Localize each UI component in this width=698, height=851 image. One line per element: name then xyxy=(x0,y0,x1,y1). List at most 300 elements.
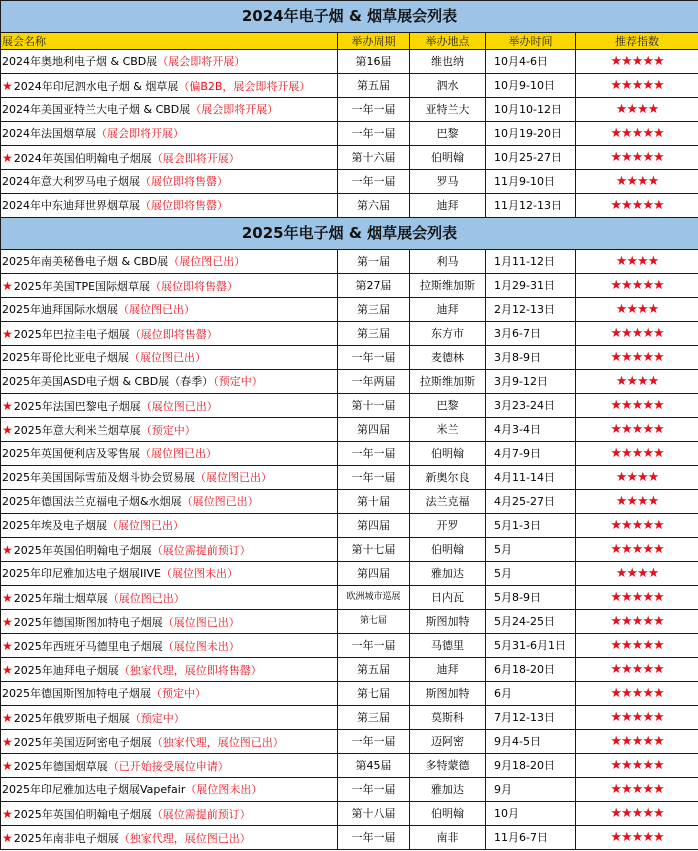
star-marker-icon: ★ xyxy=(2,830,13,845)
location-cell: 维也纳 xyxy=(410,50,486,74)
star-icon: ★ xyxy=(631,542,643,557)
star-icon: ★ xyxy=(621,806,632,821)
table-row xyxy=(1,682,698,706)
session-cell: 第一届 xyxy=(338,250,410,274)
star-icon: ★ xyxy=(610,278,622,293)
star-icon: ★ xyxy=(621,198,632,213)
exhibition-status-note: （展位图已出） xyxy=(162,615,240,629)
star-icon: ★ xyxy=(621,638,632,653)
table-row xyxy=(1,274,698,298)
table-row xyxy=(1,610,698,634)
star-icon: ★ xyxy=(626,174,638,189)
location-cell: 拉斯维加斯 xyxy=(410,274,486,298)
star-icon: ★ xyxy=(621,830,632,845)
star-icon: ★ xyxy=(653,590,664,605)
exhibition-name-cell xyxy=(1,610,338,634)
star-icon: ★ xyxy=(610,446,622,461)
star-marker-icon: ★ xyxy=(2,542,13,557)
star-icon: ★ xyxy=(653,686,664,701)
star-icon: ★ xyxy=(610,710,622,725)
table-row xyxy=(1,490,698,514)
table-row xyxy=(1,466,698,490)
star-icon: ★ xyxy=(610,662,622,677)
exhibition-status-note: （展位需提前预订） xyxy=(151,807,251,821)
location-cell: 拉斯维加斯 xyxy=(410,370,486,394)
session-cell: 第十八届 xyxy=(338,802,410,826)
exhibition-name-cell xyxy=(1,442,338,466)
star-icon: ★ xyxy=(626,302,638,317)
rating-cell xyxy=(576,514,698,538)
star-icon: ★ xyxy=(642,350,653,365)
session-cell: 一年一届 xyxy=(338,122,410,146)
star-icon: ★ xyxy=(615,470,627,485)
star-icon: ★ xyxy=(637,102,648,117)
session-cell: 一年一届 xyxy=(338,346,410,370)
star-icon: ★ xyxy=(621,126,632,141)
star-marker-icon: ★ xyxy=(2,78,13,93)
time-cell: 11月12-13日 xyxy=(486,194,576,218)
star-icon: ★ xyxy=(631,78,643,93)
rating-cell xyxy=(576,682,698,706)
exhibition-name: 2025年西班牙马德里电子烟展 xyxy=(13,639,163,653)
star-icon: ★ xyxy=(642,542,653,557)
star-icon: ★ xyxy=(621,590,632,605)
star-marker-icon: ★ xyxy=(2,734,13,749)
star-icon: ★ xyxy=(631,830,643,845)
exhibition-name-cell xyxy=(1,274,338,298)
column-header-row xyxy=(1,33,698,50)
rating-cell xyxy=(576,466,698,490)
star-icon: ★ xyxy=(642,422,653,437)
time-cell: 5月1-3日 xyxy=(486,514,576,538)
exhibition-name: 2025年迪拜国际水烟展 xyxy=(2,303,118,316)
exhibition-name: 2025年俄罗斯电子烟展 xyxy=(13,711,130,725)
location-cell: 罗马 xyxy=(410,170,486,194)
exhibition-status-note: （展位图已出） xyxy=(107,519,184,532)
exhibition-name-cell xyxy=(1,682,338,706)
exhibition-status-note: （预定中） xyxy=(213,375,263,388)
time-cell: 3月6-7日 xyxy=(486,322,576,346)
star-icon: ★ xyxy=(647,470,659,485)
exhibition-name: 2025年印尼雅加达电子烟展IIVE xyxy=(2,567,161,580)
session-cell: 一年一届 xyxy=(338,778,410,802)
exhibition-name-cell xyxy=(1,586,338,610)
table-row xyxy=(1,658,698,682)
column-header-time: 举办时间 xyxy=(486,33,576,50)
star-icon: ★ xyxy=(631,54,643,69)
star-marker-icon: ★ xyxy=(2,278,13,293)
time-cell: 5月8-9日 xyxy=(486,586,576,610)
star-icon: ★ xyxy=(642,54,653,69)
exhibition-name: 2025年德国斯图加特电子烟展 xyxy=(13,615,163,629)
star-icon: ★ xyxy=(653,710,664,725)
location-cell: 开罗 xyxy=(410,514,486,538)
star-icon: ★ xyxy=(610,758,622,773)
rating-cell xyxy=(576,346,698,370)
location-cell: 伯明翰 xyxy=(410,802,486,826)
exhibition-status-note: （独家代理，展位即将售罄） xyxy=(118,663,262,677)
time-cell: 10月19-20日 xyxy=(486,122,576,146)
exhibition-status-note: （展位图已出） xyxy=(181,495,259,508)
star-icon: ★ xyxy=(610,806,622,821)
star-icon: ★ xyxy=(637,302,648,317)
session-cell: 一年一届 xyxy=(338,826,410,850)
exhibition-name-cell xyxy=(1,50,338,74)
exhibition-status-note: （已开始接受展位申请） xyxy=(107,759,229,773)
star-icon: ★ xyxy=(642,734,653,749)
column-header-location: 举办地点 xyxy=(410,33,486,50)
star-icon: ★ xyxy=(610,638,622,653)
exhibition-name: 2024年意大利罗马电子烟展 xyxy=(2,175,140,188)
star-icon: ★ xyxy=(647,302,659,317)
star-icon: ★ xyxy=(642,150,653,165)
location-cell: 新奥尔良 xyxy=(410,466,486,490)
star-icon: ★ xyxy=(642,590,653,605)
star-icon: ★ xyxy=(631,590,643,605)
rating-cell xyxy=(576,418,698,442)
rating-cell xyxy=(576,826,698,850)
star-icon: ★ xyxy=(653,830,664,845)
exhibition-status-note: （展会即将开展） xyxy=(96,127,184,140)
exhibition-name: 2025年英国便利店及零售展 xyxy=(2,447,140,460)
star-icon: ★ xyxy=(610,734,622,749)
star-icon: ★ xyxy=(647,566,659,581)
exhibition-name-cell xyxy=(1,322,338,346)
exhibition-status-note: （展位即将售罄） xyxy=(140,199,228,212)
table-row xyxy=(1,50,698,74)
star-icon: ★ xyxy=(615,102,627,117)
star-icon: ★ xyxy=(653,54,664,69)
star-icon: ★ xyxy=(626,470,638,485)
star-icon: ★ xyxy=(642,614,653,629)
star-icon: ★ xyxy=(610,78,622,93)
time-cell: 7月12-13日 xyxy=(486,706,576,730)
star-icon: ★ xyxy=(621,758,632,773)
session-cell: 一年两届 xyxy=(338,370,410,394)
time-cell: 11月6-7日 xyxy=(486,826,576,850)
exhibition-status-note: （展位图未出） xyxy=(162,639,240,653)
star-marker-icon: ★ xyxy=(2,662,13,677)
location-cell: 法兰克福 xyxy=(410,490,486,514)
star-icon: ★ xyxy=(631,662,643,677)
rating-cell xyxy=(576,538,698,562)
table-row xyxy=(1,146,698,170)
location-cell: 迪拜 xyxy=(410,658,486,682)
session-cell: 一年一届 xyxy=(338,442,410,466)
star-icon: ★ xyxy=(621,542,632,557)
star-icon: ★ xyxy=(642,518,653,533)
rating-cell xyxy=(576,170,698,194)
star-icon: ★ xyxy=(631,422,643,437)
session-cell: 第四届 xyxy=(338,562,410,586)
rating-cell xyxy=(576,658,698,682)
exhibition-status-note: （预定中） xyxy=(140,423,196,437)
exhibition-name-cell xyxy=(1,418,338,442)
table-row xyxy=(1,298,698,322)
table-row xyxy=(1,370,698,394)
table-row xyxy=(1,442,698,466)
time-cell: 10月9-10日 xyxy=(486,74,576,98)
star-icon: ★ xyxy=(626,254,638,269)
star-icon: ★ xyxy=(631,326,643,341)
star-icon: ★ xyxy=(610,830,622,845)
exhibition-status-note: （展位图已出） xyxy=(168,255,246,268)
session-cell: 第十六届 xyxy=(338,146,410,170)
star-icon: ★ xyxy=(621,734,632,749)
star-icon: ★ xyxy=(653,782,664,797)
star-icon: ★ xyxy=(631,806,643,821)
time-cell: 3月23-24日 xyxy=(486,394,576,418)
session-cell: 第七届 xyxy=(338,610,410,634)
exhibition-name: 2025年美国TPE国际烟草展 xyxy=(13,279,151,293)
location-cell: 莫斯科 xyxy=(410,706,486,730)
session-cell: 第三届 xyxy=(338,298,410,322)
session-cell: 第七届 xyxy=(338,682,410,706)
table-row xyxy=(1,802,698,826)
star-icon: ★ xyxy=(653,734,664,749)
exhibition-status-note: （展位即将售罄） xyxy=(129,327,218,341)
table-row xyxy=(1,826,698,850)
time-cell: 9月4-5日 xyxy=(486,730,576,754)
exhibition-name-cell xyxy=(1,170,338,194)
table-row xyxy=(1,322,698,346)
star-icon: ★ xyxy=(610,686,622,701)
session-cell: 第三届 xyxy=(338,706,410,730)
star-icon: ★ xyxy=(642,782,653,797)
star-icon: ★ xyxy=(653,758,664,773)
location-cell: 麦德林 xyxy=(410,346,486,370)
exhibition-name-cell xyxy=(1,634,338,658)
session-cell: 一年一届 xyxy=(338,98,410,122)
exhibition-name: 2025年法国巴黎电子烟展 xyxy=(13,399,141,413)
star-marker-icon: ★ xyxy=(2,398,13,413)
star-icon: ★ xyxy=(621,710,632,725)
star-icon: ★ xyxy=(610,614,622,629)
session-cell: 第四届 xyxy=(338,514,410,538)
rating-cell xyxy=(576,490,698,514)
exhibition-name-cell xyxy=(1,394,338,418)
exhibition-status-note: （展位即将售罄） xyxy=(140,175,228,188)
exhibition-name: 2025年美国ASD电子烟 & CBD展（春季） xyxy=(2,375,214,388)
rating-cell xyxy=(576,586,698,610)
location-cell: 伯明翰 xyxy=(410,442,486,466)
time-cell: 4月7-9日 xyxy=(486,442,576,466)
session-cell: 第十届 xyxy=(338,490,410,514)
star-icon: ★ xyxy=(637,254,648,269)
star-marker-icon: ★ xyxy=(2,614,13,629)
star-icon: ★ xyxy=(631,638,643,653)
exhibition-status-note: （展位图已出） xyxy=(195,471,272,484)
location-cell: 迪拜 xyxy=(410,194,486,218)
star-icon: ★ xyxy=(621,446,632,461)
exhibition-status-note: （展位图未出） xyxy=(160,567,238,580)
session-cell: 第16届 xyxy=(338,50,410,74)
exhibition-name-cell xyxy=(1,562,338,586)
star-icon: ★ xyxy=(642,830,653,845)
session-cell: 一年一届 xyxy=(338,634,410,658)
exhibition-name: 2025年南美秘鲁电子烟 & CBD展 xyxy=(2,255,169,268)
rating-cell xyxy=(576,370,698,394)
session-cell: 一年一届 xyxy=(338,170,410,194)
location-cell: 迈阿密 xyxy=(410,730,486,754)
star-icon: ★ xyxy=(642,638,653,653)
star-icon: ★ xyxy=(631,758,643,773)
rating-cell xyxy=(576,562,698,586)
session-cell: 第十一届 xyxy=(338,394,410,418)
time-cell: 10月25-27日 xyxy=(486,146,576,170)
column-header-session: 举办周期 xyxy=(338,33,410,50)
star-icon: ★ xyxy=(621,662,632,677)
star-icon: ★ xyxy=(642,198,653,213)
location-cell: 南非 xyxy=(410,826,486,850)
rating-cell xyxy=(576,250,698,274)
star-icon: ★ xyxy=(610,126,622,141)
star-icon: ★ xyxy=(610,398,622,413)
star-icon: ★ xyxy=(626,102,638,117)
star-icon: ★ xyxy=(642,662,653,677)
star-marker-icon: ★ xyxy=(2,710,13,725)
column-header-name: 展会名称 xyxy=(1,33,338,50)
star-icon: ★ xyxy=(642,686,653,701)
star-icon: ★ xyxy=(642,326,653,341)
location-cell: 亚特兰大 xyxy=(410,98,486,122)
star-icon: ★ xyxy=(653,806,664,821)
exhibition-name: 2025年英国伯明翰电子烟展 xyxy=(13,543,152,557)
table-row xyxy=(1,250,698,274)
star-icon: ★ xyxy=(642,398,653,413)
exhibition-status-note: （偏B2B，展会即将开展） xyxy=(178,79,311,93)
star-icon: ★ xyxy=(610,782,622,797)
star-icon: ★ xyxy=(637,470,648,485)
star-icon: ★ xyxy=(621,782,632,797)
table-row xyxy=(1,194,698,218)
location-cell: 马德里 xyxy=(410,634,486,658)
star-icon: ★ xyxy=(610,150,622,165)
exhibition-name-cell xyxy=(1,346,338,370)
star-icon: ★ xyxy=(631,518,643,533)
star-icon: ★ xyxy=(637,174,648,189)
exhibition-status-note: （展位图已出） xyxy=(129,351,206,364)
column-header-rating: 推荐指数 xyxy=(576,33,698,50)
session-cell: 第六届 xyxy=(338,194,410,218)
star-icon: ★ xyxy=(653,278,664,293)
location-cell: 巴黎 xyxy=(410,394,486,418)
star-icon: ★ xyxy=(653,198,664,213)
exhibition-name-cell xyxy=(1,490,338,514)
table-row xyxy=(1,538,698,562)
star-icon: ★ xyxy=(653,662,664,677)
star-icon: ★ xyxy=(621,78,632,93)
exhibition-name-cell xyxy=(1,122,338,146)
star-icon: ★ xyxy=(637,566,648,581)
exhibition-name-cell xyxy=(1,146,338,170)
rating-cell xyxy=(576,194,698,218)
location-cell: 巴黎 xyxy=(410,122,486,146)
session-cell: 第45届 xyxy=(338,754,410,778)
star-icon: ★ xyxy=(621,422,632,437)
exhibition-name: 2024年奥地利电子烟 & CBD展 xyxy=(2,55,158,68)
time-cell: 5月 xyxy=(486,538,576,562)
rating-cell xyxy=(576,802,698,826)
session-cell: 第五届 xyxy=(338,658,410,682)
section-2024-title-row xyxy=(1,1,698,33)
rating-cell xyxy=(576,98,698,122)
table-row xyxy=(1,778,698,802)
exhibition-name: 2024年英国伯明翰电子烟展 xyxy=(13,151,152,165)
rating-cell xyxy=(576,754,698,778)
star-icon: ★ xyxy=(653,638,664,653)
rating-cell xyxy=(576,730,698,754)
star-icon: ★ xyxy=(610,326,622,341)
star-icon: ★ xyxy=(647,254,659,269)
star-icon: ★ xyxy=(621,686,632,701)
star-icon: ★ xyxy=(637,494,648,509)
session-cell: 第三届 xyxy=(338,322,410,346)
exhibition-name-cell xyxy=(1,298,338,322)
time-cell: 6月18-20日 xyxy=(486,658,576,682)
session-cell: 一年一届 xyxy=(338,466,410,490)
rating-cell xyxy=(576,778,698,802)
time-cell: 5月31-6月1日 xyxy=(486,634,576,658)
exhibition-name-cell xyxy=(1,754,338,778)
star-icon: ★ xyxy=(631,710,643,725)
star-icon: ★ xyxy=(621,150,632,165)
star-icon: ★ xyxy=(631,398,643,413)
star-marker-icon: ★ xyxy=(2,422,13,437)
time-cell: 9月 xyxy=(486,778,576,802)
location-cell: 伯明翰 xyxy=(410,146,486,170)
exhibition-status-note: （独家代理，展位图已出） xyxy=(118,831,251,845)
star-icon: ★ xyxy=(626,494,638,509)
session-cell: 第27届 xyxy=(338,274,410,298)
exhibition-status-note: （展位即将售罄） xyxy=(150,279,239,293)
section-2024-title: 2024年电子烟 & 烟草展会列表 xyxy=(1,1,698,33)
star-icon: ★ xyxy=(615,374,627,389)
star-icon: ★ xyxy=(653,422,664,437)
rating-cell xyxy=(576,274,698,298)
time-cell: 2月12-13日 xyxy=(486,298,576,322)
exhibition-status-note: （展会即将开展） xyxy=(157,55,246,68)
table-row xyxy=(1,706,698,730)
location-cell: 斯图加特 xyxy=(410,682,486,706)
location-cell: 米兰 xyxy=(410,418,486,442)
star-icon: ★ xyxy=(626,566,638,581)
exhibition-name-cell xyxy=(1,98,338,122)
star-icon: ★ xyxy=(615,174,627,189)
star-icon: ★ xyxy=(610,350,622,365)
rating-cell xyxy=(576,298,698,322)
star-icon: ★ xyxy=(631,446,643,461)
star-icon: ★ xyxy=(631,686,643,701)
star-marker-icon: ★ xyxy=(2,590,13,605)
table-row xyxy=(1,586,698,610)
session-cell: 第十七届 xyxy=(338,538,410,562)
location-cell: 多特蒙德 xyxy=(410,754,486,778)
session-cell: 欧洲城市巡展 xyxy=(338,586,410,610)
exhibition-status-note: （展会即将开展） xyxy=(190,103,279,116)
star-icon: ★ xyxy=(621,518,632,533)
exhibition-status-note: （展位图已出） xyxy=(107,591,185,605)
star-icon: ★ xyxy=(631,198,643,213)
rating-cell xyxy=(576,610,698,634)
location-cell: 迪拜 xyxy=(410,298,486,322)
star-icon: ★ xyxy=(653,326,664,341)
star-icon: ★ xyxy=(647,174,659,189)
time-cell: 4月25-27日 xyxy=(486,490,576,514)
table-row xyxy=(1,634,698,658)
star-icon: ★ xyxy=(653,398,664,413)
exhibition-name: 2025年巴拉圭电子烟展 xyxy=(13,327,130,341)
